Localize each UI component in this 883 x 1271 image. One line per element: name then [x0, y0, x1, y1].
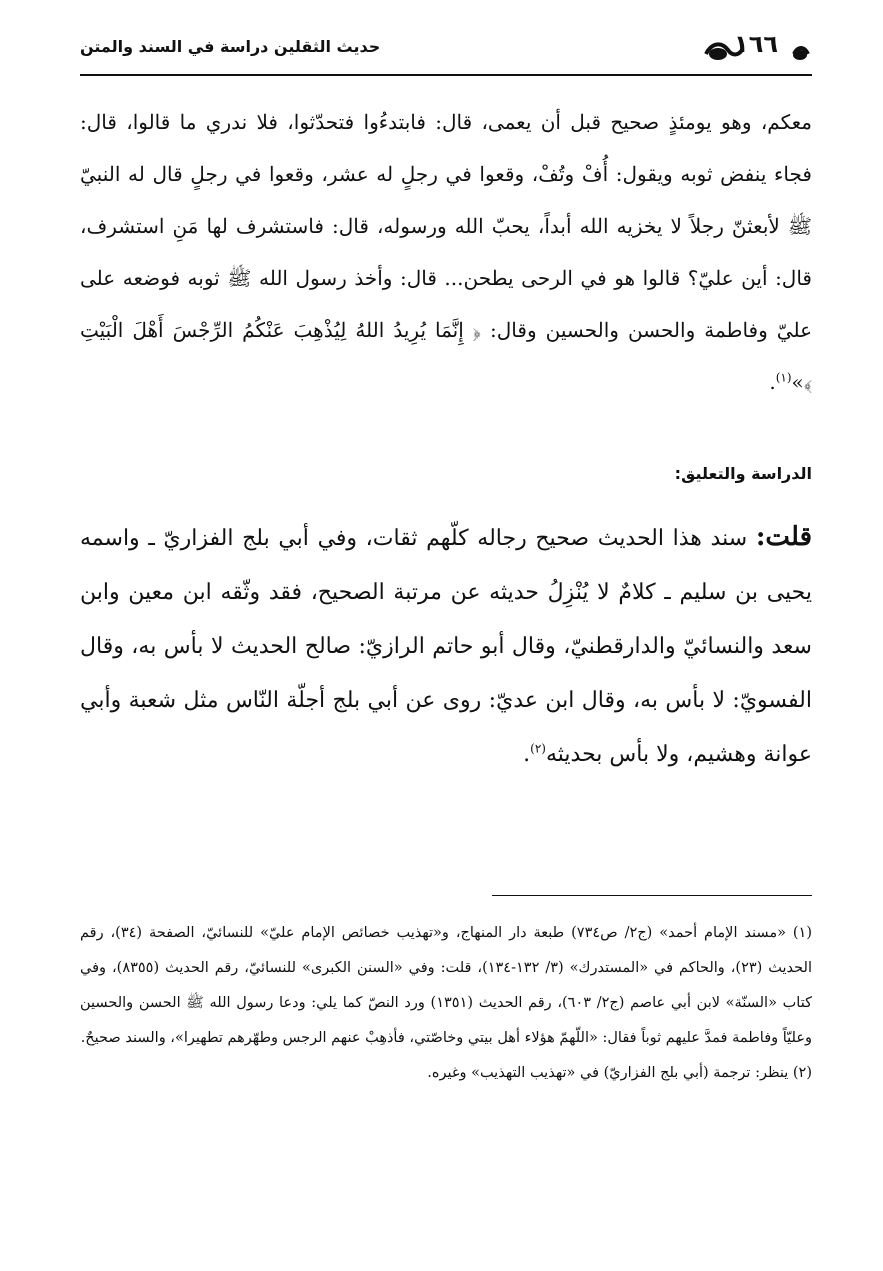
page-header	[80, 30, 812, 76]
footnote-ref-1: (١)	[775, 370, 792, 385]
footnote-ref-2: (٢)	[530, 741, 546, 756]
section-heading: الدراسة والتعليق:	[674, 464, 812, 483]
hadith-paragraph	[80, 96, 812, 408]
study-paragraph	[80, 510, 812, 782]
footnote-rule	[492, 895, 812, 896]
footnote-1: (١) «مسند الإمام أحمد» (ج٢/ ص٧٣٤) طبعة دار المنهاج، و«تهذيب خصائص الإمام عليّ» للنسائيّ، الصفحة (٣٤)، رقم الحديث (٢٣)، والحاكم في «المستدرك» (٣/ ١٣٢-١٣٤)، قلت: وفي «السنن الكبرى» للنسائيّ، رقم الحديث (٨٣٥٥)، وفي كتاب «السنّة» لابن أبي عاصم (ج٢/ ٦٠٣)، رقم الحديث (١٣٥١) ورد النصّ كما يلي: ودعا رسول الله ﷺ الحسن والحسين وعليّاً وفاطمة فمدَّ عليهم ثوباً فقال: «اللّهمّ هؤلاء أهل بيتي وخاصّتي، فأذهِبْ عنهم الرجس وطهّرهم تطهيرا»، والسند صحيحٌ.	[80, 925, 813, 1046]
page-number: ١٦٦	[734, 30, 778, 58]
hadith-text	[80, 96, 812, 408]
hadith-body: معكم، وهو يومئذٍ صحيح قبل أن يعمى، قال: فابتدءُوا فتحدّثوا، فلا ندري ما قالوا، قال: فجاء ينفض ثوبه ويقول: أُفْ وتُفْ، وقعوا في رجلٍ له عشر، وقعوا في رجلٍ قال له النبيّ ﷺ لأبعثنّ رجلاً لا يخزيه الله أبداً، يحبّ الله ورسوله، قال: فاستشرف لها مَنِ استشرف، قال: أين عليّ؟ قالوا هو في الرحى يطحن... قال: وأخذ رسول الله ﷺ ثوبه فوضعه على عليّ وفاطمة والحسن والحسين وقال: ﴿ إِنَّمَا يُرِيدُ اللهُ لِيُذْهِبَ عَنْكُمُ الرِّجْسَ أَهْلَ الْبَيْتِ ﴾»	[80, 110, 812, 394]
study-lead: قلت:	[755, 522, 812, 552]
hadith-end: .	[769, 370, 776, 394]
header-rule	[80, 74, 812, 76]
study-text	[80, 510, 812, 782]
footnotes	[80, 916, 812, 1091]
running-title: حديث الثقلين دراسة في السند والمتن	[80, 37, 381, 56]
study-body: سند هذا الحديث صحيح رجاله كلّهم ثقات، وفي أبي بلج الفزاريّ ـ واسمه يحيى بن سليم ـ كلامٌ لا يُنْزِلُ حديثه عن مرتبة الصحيح، فقد وثّقه ابن معين وابن سعد والنسائيّ والدارقطنيّ، وقال أبو حاتم الرازيّ: صالح الحديث لا بأس به، وقال الفسويّ: لا بأس به، وقال ابن عديّ: روى عن أبي بلج أجلّة النّاس مثل شعبة وأبي عوانة وهشيم، ولا بأس بحديثه	[80, 526, 812, 767]
footnote-2: (٢) ينظر: ترجمة (أبي بلج الفزاريّ) في «تهذيب التهذيب» وغيره.	[427, 1065, 812, 1081]
study-end: .	[523, 742, 531, 767]
